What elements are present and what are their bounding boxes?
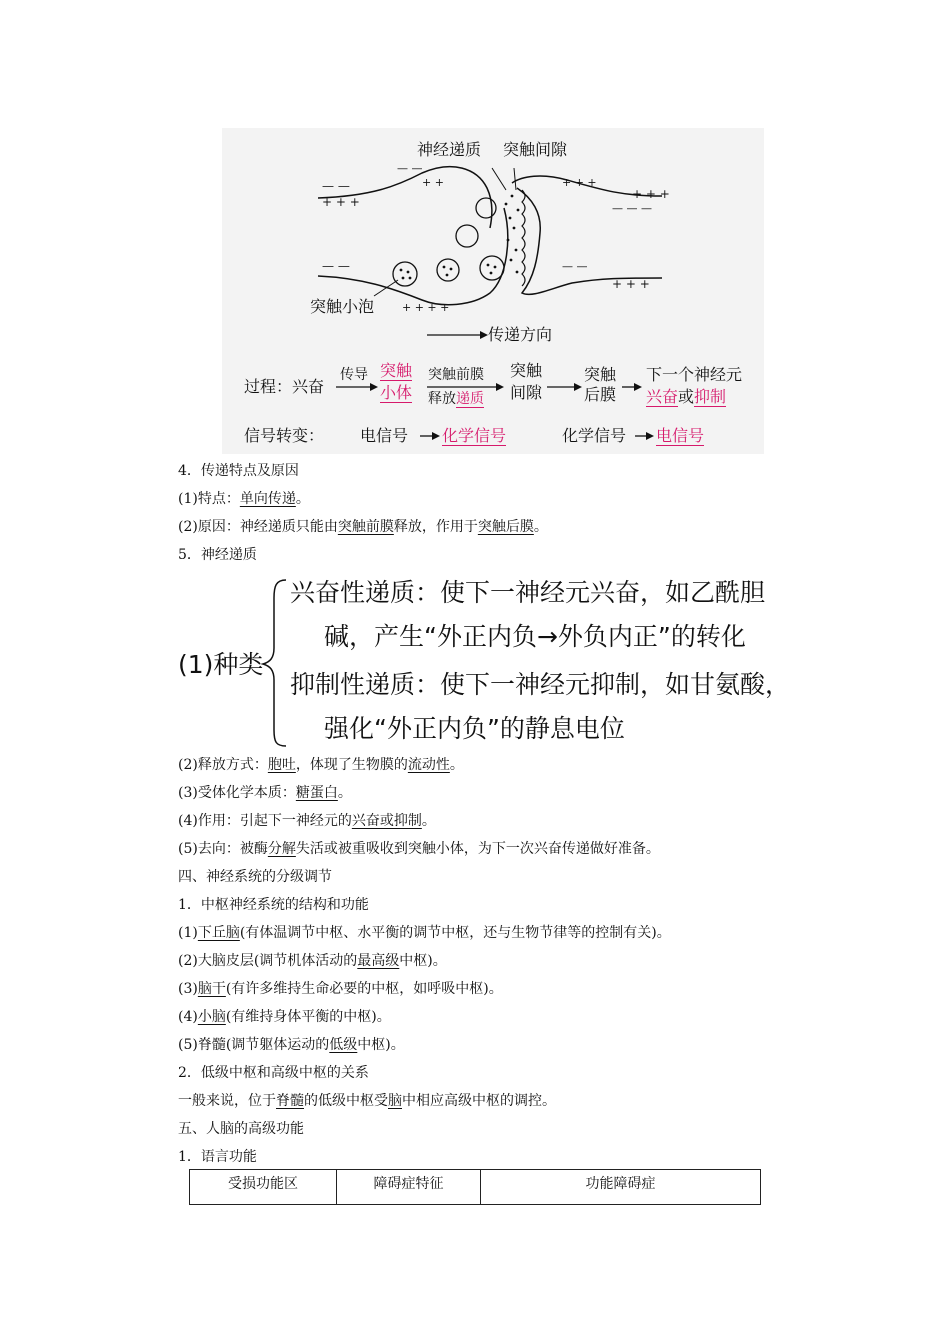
svg-text:— —: — — <box>397 162 423 175</box>
presynaptic-bulb-membrane <box>318 208 508 305</box>
secIV-item-5-suffix: 中枢)。 <box>357 1037 405 1053</box>
secIV-item-3-suffix: (有许多维持生命必要的中枢，如呼吸中枢)。 <box>225 981 503 997</box>
secIV-item-5-answer: 低级 <box>329 1037 358 1053</box>
secIV-item-2-prefix: (2)大脑皮层(调节机体活动的 <box>178 953 358 969</box>
vesicle-fusing-1 <box>456 225 478 247</box>
sec4-reason-suffix: 。 <box>533 519 548 535</box>
sec4-reason-answer-1: 突触前膜 <box>337 519 394 535</box>
language-function-table <box>189 1169 761 1205</box>
process-cleft-2: 间隙 <box>510 383 543 402</box>
svg-text:+ + +: + + + <box>632 187 670 201</box>
process-release <box>428 390 484 408</box>
secIV-relation-answer-1: 脊髓 <box>276 1093 304 1109</box>
sec4-reason-prefix: (2)原因：神经递质只能由 <box>178 519 338 535</box>
secIV-item-5-prefix: (5)脊髓(调节躯体运动的 <box>178 1037 330 1053</box>
process-next-neuron: 下一个神经元 <box>646 365 743 384</box>
secIV-item-1 <box>178 923 671 943</box>
secIV-item-2 <box>178 951 447 971</box>
secIV-item-3-answer: 脑干 <box>197 981 226 997</box>
sec5-receptor-suffix: 。 <box>337 785 352 801</box>
sec4-heading: 4．传递特点及原因 <box>178 463 299 479</box>
sec5-fate-prefix: (5)去向：被酶 <box>178 841 268 857</box>
secIV-item-3-prefix: (3) <box>178 981 198 997</box>
secIV-relation-prefix: 一般来说，位于 <box>178 1093 276 1109</box>
types-line-2: 碱，产生“外正内负→外负内正”的转化 <box>324 622 746 651</box>
sec5-fate <box>178 839 660 859</box>
secIV-item-1-answer: 下丘脑 <box>197 925 240 941</box>
sec5-receptor <box>178 783 352 803</box>
secIV-item-1-suffix: (有体温调节中枢、水平衡的调节中枢，还与生物节律等的控制有关)。 <box>239 925 671 941</box>
sec5-release-answer-1: 胞吐 <box>267 757 296 773</box>
vesicle-2 <box>437 259 459 281</box>
sec4-reason <box>178 517 548 537</box>
secIV-item-3 <box>178 979 503 999</box>
secIV-item-5 <box>178 1035 405 1055</box>
signal-electric: 电信号 <box>360 426 409 445</box>
sec5-effect-answer: 兴奋或抑制 <box>351 813 422 829</box>
secIV-relation-suffix: 中相应高级中枢的调控。 <box>402 1093 556 1109</box>
process-release-prefix: 释放 <box>428 391 456 407</box>
sec4-feature-answer: 单向传递 <box>239 491 296 507</box>
sec5-release-mid: ，体现了生物膜的 <box>295 757 408 773</box>
sec4-feature-prefix: (1)特点： <box>178 491 240 507</box>
secIV-heading: 四、神经系统的分级调节 <box>178 869 332 885</box>
svg-text:+ +: + + <box>422 176 444 189</box>
svg-text:— —: — — <box>322 259 350 273</box>
cleft-pointer <box>514 168 516 190</box>
sec5-release-suffix: 。 <box>449 757 464 773</box>
table-header-cell: 障碍症特征 <box>337 1170 481 1205</box>
sec5-heading: 5．神经递质 <box>178 547 257 563</box>
process-release-answer: 递质 <box>456 391 484 407</box>
secV-sub1: 1．语言功能 <box>178 1149 257 1165</box>
process-post-1: 突触 <box>584 365 617 384</box>
label-synaptic-vesicle: 突触小泡 <box>310 297 375 316</box>
label-neurotransmitter: 神经递质 <box>417 140 482 159</box>
sec5-release-answer-2: 流动性 <box>407 757 450 773</box>
sec5-effect-suffix: 。 <box>421 813 436 829</box>
secIV-item-2-answer: 最高级 <box>357 953 400 969</box>
sec5-receptor-prefix: (3)受体化学本质： <box>178 785 296 801</box>
transmitter-dots <box>400 195 520 280</box>
svg-text:— — —: — — — <box>612 202 652 215</box>
secIV-item-2-suffix: 中枢)。 <box>399 953 447 969</box>
signal-electric-answer: 电信号 <box>656 426 705 445</box>
process-conduct: 传导 <box>340 367 368 383</box>
secIV-relation-mid: 的低级中枢受 <box>304 1093 388 1109</box>
types-line-3: 抑制性递质：使下一神经元抑制，如甘氨酸， <box>290 670 791 699</box>
label-synaptic-cleft: 突触间隙 <box>503 140 568 159</box>
types-line-1: 兴奋性递质：使下一神经元兴奋，如乙酰胆 <box>290 578 766 607</box>
types-brace <box>260 574 290 750</box>
sec4-feature-suffix: 。 <box>295 491 310 507</box>
sec5-release <box>178 755 464 775</box>
transmitter-pointer <box>492 168 506 190</box>
sec4-reason-answer-2: 突触后膜 <box>477 519 534 535</box>
svg-text:+ + +: + + + <box>322 195 360 209</box>
process-vesicle-answer-1: 突触 <box>380 361 413 380</box>
secIV-sub1: 1．中枢神经系统的结构和功能 <box>178 897 369 913</box>
process-vesicle-answer-2: 小体 <box>380 383 413 402</box>
table-header-cell: 受损功能区 <box>190 1170 337 1205</box>
vesicle-fusing-2 <box>476 198 496 218</box>
sec5-effect <box>178 811 436 831</box>
process-label: 过程：兴奋 <box>244 377 325 396</box>
secIV-sub2: 2．低级中枢和高级中枢的关系 <box>178 1065 369 1081</box>
secIV-item-4-answer: 小脑 <box>197 1009 226 1025</box>
secIV-item-4 <box>178 1007 391 1027</box>
svg-text:— —: — — <box>562 260 588 273</box>
synapse-figure <box>222 128 764 454</box>
table-header-cell: 功能障碍症 <box>481 1170 761 1205</box>
secIV-relation <box>178 1091 556 1111</box>
label-direction: 传递方向 <box>488 325 553 344</box>
signal-label: 信号转变： <box>244 426 325 445</box>
svg-text:+ + +: + + + <box>612 277 650 291</box>
postsynaptic-folds <box>522 190 525 286</box>
svg-text:— —: — — <box>322 179 350 193</box>
secIV-item-4-prefix: (4) <box>178 1009 198 1025</box>
transmitter-types-block <box>178 574 858 750</box>
table-header-row <box>190 1170 761 1205</box>
process-excite-answer: 兴奋 <box>646 387 679 406</box>
sec4-reason-mid: 释放，作用于 <box>393 519 478 535</box>
sec5-fate-suffix: 失活或被重吸收到突触小体，为下一次兴奋传递做好准备。 <box>295 841 660 857</box>
sec5-release-prefix: (2)释放方式： <box>178 757 268 773</box>
sec5-effect-prefix: (4)作用：引起下一神经元的 <box>178 813 352 829</box>
vesicle-1 <box>393 262 417 286</box>
process-result <box>646 388 726 406</box>
vesicle-pointer <box>374 280 398 296</box>
secIV-item-4-suffix: (有维持身体平衡的中枢)。 <box>225 1009 391 1025</box>
process-premembrane: 突触前膜 <box>428 367 484 383</box>
types-line-4: 强化“外正内负”的静息电位 <box>324 714 625 743</box>
sec5-receptor-answer: 糖蛋白 <box>295 785 338 801</box>
types-label: (1)种类 <box>178 650 264 679</box>
secIV-relation-answer-2: 脑 <box>388 1093 402 1109</box>
process-post-2: 后膜 <box>584 385 617 404</box>
sec5-fate-answer: 分解 <box>267 841 296 857</box>
vesicle-3 <box>480 256 504 280</box>
process-inhibit-answer: 抑制 <box>694 387 727 406</box>
sec4-feature <box>178 489 310 509</box>
signal-chemical-answer: 化学信号 <box>442 426 507 445</box>
secIV-item-1-prefix: (1) <box>178 925 198 941</box>
process-or: 或 <box>678 387 695 406</box>
secV-heading: 五、人脑的高级功能 <box>178 1121 304 1137</box>
svg-text:+ + +: + + + <box>562 176 597 189</box>
svg-text:+ + + +: + + + + <box>402 301 450 314</box>
signal-chemical-2: 化学信号 <box>562 426 627 445</box>
process-cleft-1: 突触 <box>510 361 543 380</box>
